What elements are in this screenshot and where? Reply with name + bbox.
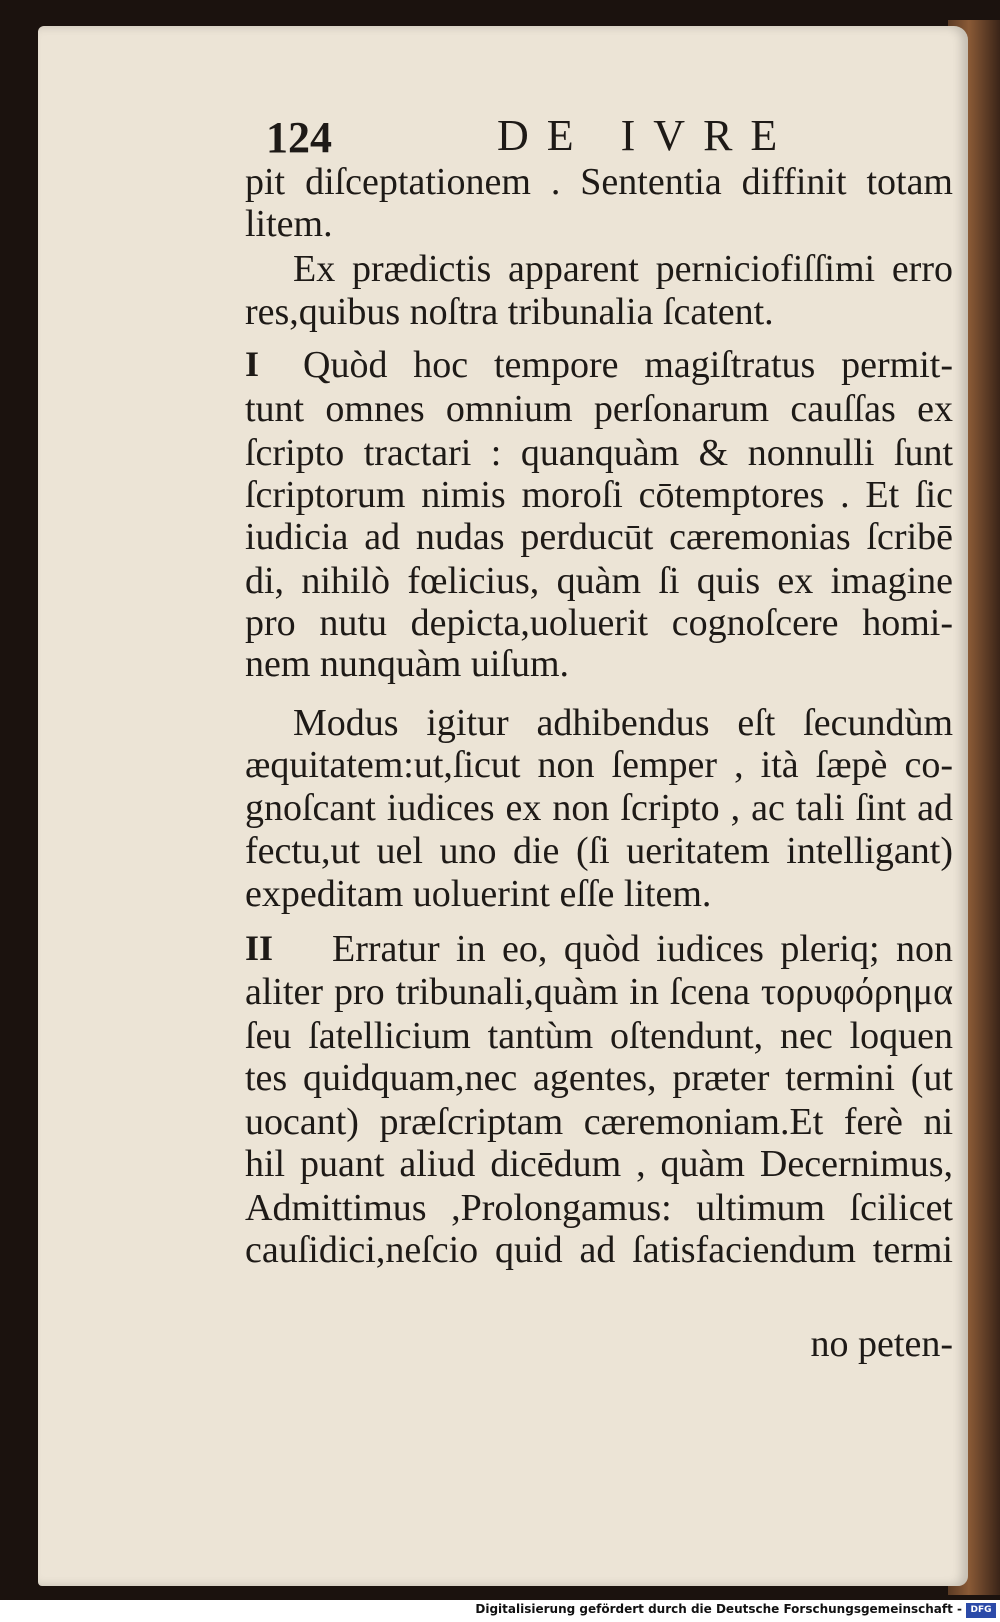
text-line: Modus igitur adhibendus eſt ſecundùm xyxy=(293,702,953,744)
text-line: fectu,ut uel uno die (ſi ueritatem intelligant) xyxy=(245,830,953,872)
section-marker: I xyxy=(245,344,260,384)
text-line: æquitatem:ut,ſicut non ſemper , ità ſæpè co- xyxy=(245,744,953,786)
text-line: litem. xyxy=(245,203,333,245)
text-line: tunt omnes omnium perſonarum cauſſas ex xyxy=(245,388,953,430)
text-line: tes quidquam,nec agentes, præter termini (ut xyxy=(245,1057,953,1099)
text-line: Quòd hoc tempore magiſtratus permit- xyxy=(303,344,953,386)
footer-credit: Digitalisierung gefördert durch die Deutsche Forschungsgemeinschaft - xyxy=(475,1602,962,1616)
page-number: 124 xyxy=(266,113,332,162)
text-line: aliter pro tribunali,quàm in ſcena τορυφόρημα xyxy=(245,971,953,1013)
text-line: Admittimus ,Prolongamus: ultimum ſcilicet xyxy=(245,1187,953,1229)
section-marker: II xyxy=(245,928,274,968)
running-title: DE IVRE xyxy=(497,111,796,160)
text-line: hil puant aliud dicēdum , quàm Decernimus, xyxy=(245,1143,953,1185)
digitization-footer xyxy=(0,1600,1000,1622)
text-line: uocant) præſcriptam cæremoniam.Et ferè ni xyxy=(245,1101,953,1143)
text-line: ſcriptorum nimis moroſi cōtemptores . Et ſic xyxy=(245,474,953,516)
text-line: Ex prædictis apparent perniciofiſſimi erro xyxy=(293,248,953,290)
text-line: cauſidici,neſcio quid ad ſatisfaciendum termi xyxy=(245,1229,953,1271)
text-line: pit diſceptationem . Sententia diffinit totam xyxy=(245,161,953,203)
catchword: no peten- xyxy=(810,1323,953,1365)
text-line: ſeu ſatellicium tantùm oſtendunt, nec loquen xyxy=(245,1015,953,1057)
dfg-logo-icon: DFG xyxy=(966,1603,996,1618)
text-line: di, nihilò fœlicius, quàm ſi quis ex imagine xyxy=(245,560,953,602)
text-line: gnoſcant iudices ex non ſcripto , ac tali ſint ad xyxy=(245,787,953,829)
text-line: pro nutu depicta,uoluerit cognoſcere homi- xyxy=(245,602,953,644)
text-line: ſcripto tractari : quanquàm & nonnulli ſunt xyxy=(245,432,953,474)
text-line: Erratur in eo, quòd iudices pleriq; non xyxy=(332,928,953,970)
text-line: nem nunquàm uiſum. xyxy=(245,643,570,685)
text-line: iudicia ad nudas perducūt cæremonias ſcribē xyxy=(245,516,953,558)
text-line: expeditam uoluerint eſſe litem. xyxy=(245,873,712,915)
text-line: res,quibus noſtra tribunalia ſcatent. xyxy=(245,291,774,333)
